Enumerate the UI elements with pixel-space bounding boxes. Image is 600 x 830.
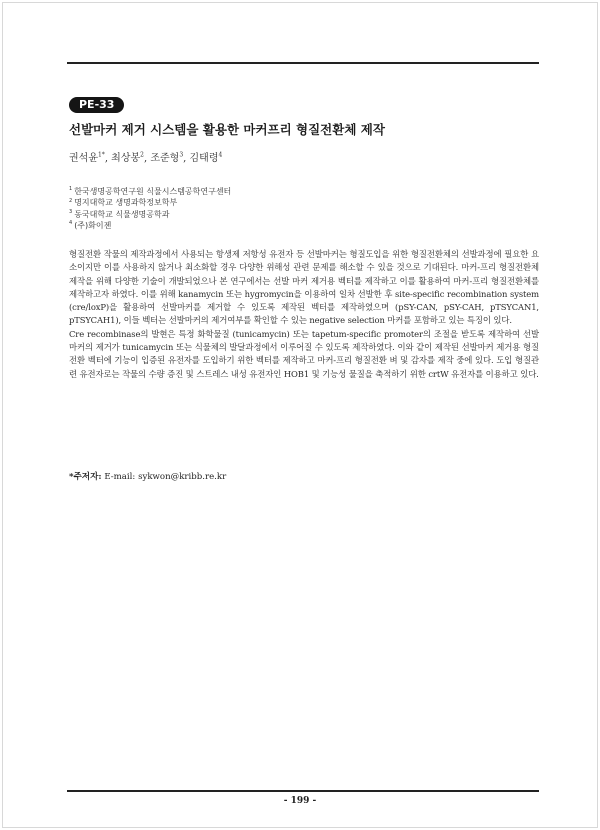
correspondence-label: *주저자: (69, 472, 102, 482)
affiliation-item (69, 186, 231, 197)
page-number: - 199 - (283, 796, 317, 806)
abstract-paragraph: Cre recombinase의 발현은 특정 화학물질 (tunicamycin) 또는 tapetum-specific promoter의 조절을 받도록 제작하여 선발마커의 제거가 tunicamycin 또는 식물체의 발달과정에서 이루어질 수 있도록 제작하였다. 이와 같이 제작된 선발마커 제거용 형질전환 벡터에 기능이 입증된 유전자를 도입하기 위한 벡터를 제작하고 마커-프리 형질전환 벼 및 감자를 제작 중에 있다. 도입 형질관련 유전자로는 작물의 수량 증진 및 스트레스 내성 유전자인 HOB1 및 기능성 물질을 축적하기 위한 crtW 유전자를 이용하고 있다. (69, 328, 539, 379)
footer-rule (67, 790, 539, 792)
author-name: 김태령 (189, 153, 219, 164)
author-list: 권석윤$^{1*}$, 최상봉$^2$, 조준형$^3$, 김태령$^4$ (69, 151, 223, 164)
affiliation-item (69, 197, 231, 208)
author-superscript: 1* (97, 151, 105, 159)
author-superscript: 3 (179, 151, 184, 159)
author-superscript: 2 (140, 151, 144, 159)
paper-title: 선발마커 제거 시스템을 활용한 마커프리 형질전환체 제작 (69, 122, 385, 137)
email-address: sykwon@kribb.re.kr (138, 472, 227, 482)
affiliation-text: 명지대학교 생명과학정보학부 (74, 198, 178, 208)
affiliation-text: 한국생명공학연구원 식물시스템공학연구센터 (74, 187, 232, 196)
abstract-body (69, 248, 539, 381)
correspondence (69, 470, 226, 482)
affiliation-number: 1 (69, 186, 73, 193)
affiliation-item (69, 220, 231, 231)
author-name: 최상봉 (111, 153, 141, 164)
affiliation-text: (주)화이젠 (74, 220, 112, 230)
affiliation-number: 4 (69, 220, 73, 227)
author-superscript: 4 (218, 151, 223, 159)
session-badge: PE-33 (69, 97, 124, 113)
author-name: 권석윤 (69, 153, 98, 164)
email-label: E-mail: (104, 472, 136, 482)
affiliation-item (69, 209, 231, 220)
header-rule (67, 62, 539, 64)
affiliation-text: 동국대학교 식물생명공학과 (74, 209, 170, 219)
abstract-paragraph: 형질전환 작물의 제작과정에서 사용되는 항생제 저항성 유전자 등 선발마커는 형질도입을 위한 형질전환체의 선발과정에 필요한 요소이지만 이를 사용하지 않거나 최소화할 경우 다양한 위해성 관련 문제를 해소할 수 있을 것으로 기대된다. 마커-프리 형질전환체 제작을 위해 다양한 기술이 개발되었으나 본 연구에서는 선발 마커 제거용 벡터를 제작하고 이를 활용하여 마커-프리 형질전환체를 제작하고자 하였다. 이를 위해 kanamycin 또는 hygromycin을 이용하여 일차 선발한 후 site-specific recombination system (cre/loxP)을 활용하여 선발마커를 제거할 수 있도록 제작된 벡터를 제작하였으며 (pSY-CAN, pSY-CAH, pTSYCAN1, pTSYCAH1), 이들 벡터는 선발마커의 제거여부를 확인할 수 있는 negative selection 마커를 포함하고 있는 특징이 있다. (69, 249, 539, 326)
affiliation-number: 3 (69, 208, 73, 215)
author-name: 조준형 (150, 153, 180, 164)
affiliation-list (69, 186, 231, 231)
affiliation-number: 2 (69, 197, 73, 204)
